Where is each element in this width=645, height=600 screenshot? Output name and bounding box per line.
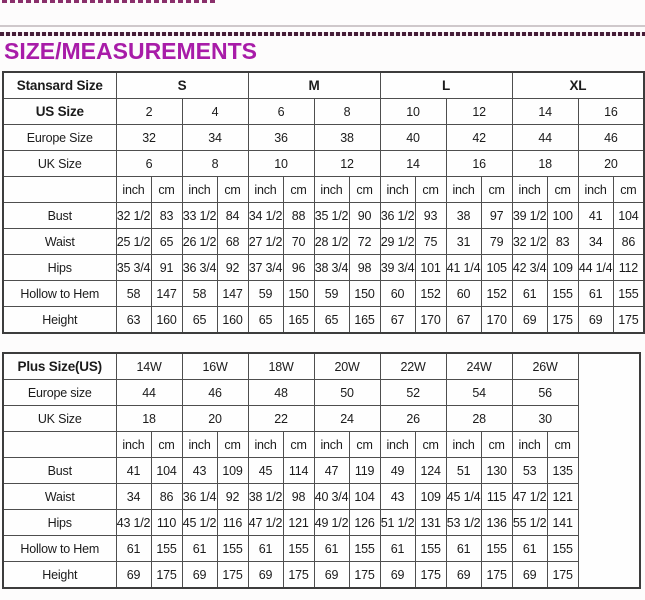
value-cell: 175 <box>481 562 512 589</box>
value-cell: 69 <box>380 562 415 589</box>
value-cell: 65 <box>314 307 349 334</box>
value-cell: 69 <box>446 562 481 589</box>
value-cell: 43 <box>380 484 415 510</box>
header-cell: Plus Size(US) <box>3 353 116 380</box>
value-cell: 58 <box>116 281 151 307</box>
value-cell: cm <box>415 177 446 203</box>
value-cell: 175 <box>349 562 380 589</box>
table-row <box>3 203 644 229</box>
value-cell: 22 <box>248 406 314 432</box>
value-cell: 47 1/2 <box>512 484 547 510</box>
value-cell: 29 1/2 <box>380 229 415 255</box>
value-cell: 84 <box>217 203 248 229</box>
value-cell: 48 <box>248 380 314 406</box>
value-cell: inch <box>116 432 151 458</box>
value-cell: 69 <box>314 562 349 589</box>
value-cell: 100 <box>547 203 578 229</box>
header-cell: M <box>248 72 380 99</box>
table-row <box>3 255 644 281</box>
value-cell: 124 <box>415 458 446 484</box>
value-cell: 32 <box>116 125 182 151</box>
value-cell: inch <box>182 432 217 458</box>
value-cell: 35 1/2 <box>314 203 349 229</box>
value-cell: 165 <box>349 307 380 334</box>
value-cell: 41 1/4 <box>446 255 481 281</box>
value-cell: 44 <box>512 125 578 151</box>
value-cell: 32 1/2 <box>512 229 547 255</box>
standard-size-table <box>2 71 645 334</box>
value-cell: 54 <box>446 380 512 406</box>
value-cell: 18 <box>512 151 578 177</box>
value-cell: 40 <box>380 125 446 151</box>
value-cell: 58 <box>182 281 217 307</box>
table-row <box>3 432 640 458</box>
value-cell: cm <box>283 177 314 203</box>
value-cell: 14 <box>512 99 578 125</box>
value-cell: 4 <box>182 99 248 125</box>
page-title: SIZE/MEASUREMENTS <box>4 38 258 64</box>
value-cell: 104 <box>613 203 644 229</box>
row-label-cell: Europe Size <box>3 125 116 151</box>
value-cell: 61 <box>380 536 415 562</box>
table-row <box>3 151 644 177</box>
value-cell: cm <box>151 432 182 458</box>
value-cell: 88 <box>283 203 314 229</box>
value-cell: 26 <box>380 406 446 432</box>
value-cell: 152 <box>415 281 446 307</box>
table-row <box>3 380 640 406</box>
value-cell: 45 <box>248 458 283 484</box>
value-cell: 155 <box>151 536 182 562</box>
value-cell: 155 <box>547 536 578 562</box>
value-cell: 10 <box>248 151 314 177</box>
value-cell: inch <box>380 432 415 458</box>
plus-size-table <box>2 352 641 589</box>
value-cell: 115 <box>481 484 512 510</box>
value-cell: 16 <box>446 151 512 177</box>
value-cell: 41 <box>578 203 613 229</box>
value-cell: 27 1/2 <box>248 229 283 255</box>
value-cell: cm <box>547 177 578 203</box>
value-cell: cm <box>217 177 248 203</box>
value-cell: 61 <box>512 536 547 562</box>
empty-cell <box>3 432 116 458</box>
value-cell: 109 <box>217 458 248 484</box>
value-cell: 20W <box>314 353 380 380</box>
value-cell: 42 3/4 <box>512 255 547 281</box>
value-cell: inch <box>314 432 349 458</box>
table-row <box>3 177 644 203</box>
value-cell: 155 <box>415 536 446 562</box>
value-cell: inch <box>512 177 547 203</box>
value-cell: 26W <box>512 353 578 380</box>
value-cell: 69 <box>512 562 547 589</box>
value-cell: 47 1/2 <box>248 510 283 536</box>
value-cell: 72 <box>349 229 380 255</box>
value-cell: cm <box>481 432 512 458</box>
value-cell: 75 <box>415 229 446 255</box>
value-cell: 38 <box>314 125 380 151</box>
value-cell: 160 <box>151 307 182 334</box>
value-cell: 175 <box>547 307 578 334</box>
value-cell: cm <box>613 177 644 203</box>
value-cell: 16W <box>182 353 248 380</box>
value-cell: 53 <box>512 458 547 484</box>
value-cell: 114 <box>283 458 314 484</box>
value-cell: 67 <box>380 307 415 334</box>
value-cell: 69 <box>248 562 283 589</box>
value-cell: 116 <box>217 510 248 536</box>
value-cell: 104 <box>349 484 380 510</box>
value-cell: 49 <box>380 458 415 484</box>
value-cell: 51 <box>446 458 481 484</box>
value-cell: 52 <box>380 380 446 406</box>
dashed-separator <box>0 32 645 36</box>
value-cell: inch <box>446 177 481 203</box>
table-row <box>3 307 644 334</box>
value-cell: 175 <box>283 562 314 589</box>
value-cell: 175 <box>415 562 446 589</box>
value-cell: 10 <box>380 99 446 125</box>
value-cell: 26 1/2 <box>182 229 217 255</box>
value-cell: 37 3/4 <box>248 255 283 281</box>
value-cell: 47 <box>314 458 349 484</box>
value-cell: 92 <box>217 255 248 281</box>
value-cell: 53 1/2 <box>446 510 481 536</box>
value-cell: 86 <box>613 229 644 255</box>
value-cell: 30 <box>512 406 578 432</box>
value-cell: inch <box>578 177 613 203</box>
value-cell: 22W <box>380 353 446 380</box>
value-cell: 79 <box>481 229 512 255</box>
value-cell: 92 <box>217 484 248 510</box>
value-cell: 38 <box>446 203 481 229</box>
value-cell: 121 <box>283 510 314 536</box>
value-cell: 18W <box>248 353 314 380</box>
value-cell: 24 <box>314 406 380 432</box>
value-cell: 170 <box>481 307 512 334</box>
value-cell: 39 3/4 <box>380 255 415 281</box>
header-cell: Stansard Size <box>3 72 116 99</box>
value-cell: 14 <box>380 151 446 177</box>
value-cell: 160 <box>217 307 248 334</box>
value-cell: inch <box>248 177 283 203</box>
value-cell: 34 <box>578 229 613 255</box>
value-cell: 141 <box>547 510 578 536</box>
value-cell: 155 <box>349 536 380 562</box>
value-cell: 34 <box>116 484 151 510</box>
value-cell: cm <box>481 177 512 203</box>
value-cell: 70 <box>283 229 314 255</box>
value-cell: 90 <box>349 203 380 229</box>
value-cell: 136 <box>481 510 512 536</box>
row-label-cell: Bust <box>3 203 116 229</box>
value-cell: 61 <box>182 536 217 562</box>
row-label-cell: Hollow to Hem <box>3 281 116 307</box>
value-cell: 41 <box>116 458 151 484</box>
value-cell: 96 <box>283 255 314 281</box>
value-cell: 175 <box>613 307 644 334</box>
value-cell: 36 1/2 <box>380 203 415 229</box>
value-cell: 60 <box>380 281 415 307</box>
value-cell: 38 1/2 <box>248 484 283 510</box>
value-cell: 147 <box>217 281 248 307</box>
value-cell: 61 <box>248 536 283 562</box>
value-cell: 61 <box>116 536 151 562</box>
table-row <box>3 536 640 562</box>
value-cell: 65 <box>182 307 217 334</box>
value-cell: 34 1/2 <box>248 203 283 229</box>
table-row <box>3 458 640 484</box>
value-cell: 130 <box>481 458 512 484</box>
table-row <box>3 72 644 99</box>
value-cell: 63 <box>116 307 151 334</box>
value-cell: 67 <box>446 307 481 334</box>
value-cell: 36 1/4 <box>182 484 217 510</box>
value-cell: 8 <box>314 99 380 125</box>
value-cell: cm <box>283 432 314 458</box>
table-row <box>3 99 644 125</box>
value-cell: inch <box>512 432 547 458</box>
value-cell: 109 <box>415 484 446 510</box>
value-cell: 12 <box>314 151 380 177</box>
value-cell: 34 <box>182 125 248 151</box>
value-cell: 45 1/2 <box>182 510 217 536</box>
value-cell: 42 <box>446 125 512 151</box>
value-cell: 65 <box>248 307 283 334</box>
value-cell: 40 3/4 <box>314 484 349 510</box>
value-cell: cm <box>349 432 380 458</box>
row-label-cell: Waist <box>3 484 116 510</box>
value-cell: 8 <box>182 151 248 177</box>
value-cell: 69 <box>182 562 217 589</box>
row-label-cell: Height <box>3 562 116 589</box>
value-cell: inch <box>380 177 415 203</box>
value-cell: 44 1/4 <box>578 255 613 281</box>
table-row <box>3 281 644 307</box>
value-cell: 97 <box>481 203 512 229</box>
value-cell: 126 <box>349 510 380 536</box>
value-cell: 69 <box>512 307 547 334</box>
value-cell: 38 3/4 <box>314 255 349 281</box>
row-label-cell: Bust <box>3 458 116 484</box>
value-cell: 101 <box>415 255 446 281</box>
value-cell: 16 <box>578 99 644 125</box>
header-cell: XL <box>512 72 644 99</box>
value-cell: 175 <box>217 562 248 589</box>
value-cell: 6 <box>116 151 182 177</box>
empty-cell <box>3 177 116 203</box>
value-cell: 46 <box>578 125 644 151</box>
table-row <box>3 510 640 536</box>
value-cell: 150 <box>283 281 314 307</box>
value-cell: 61 <box>314 536 349 562</box>
value-cell: 43 <box>182 458 217 484</box>
value-cell: 110 <box>151 510 182 536</box>
row-label-cell: Height <box>3 307 116 334</box>
value-cell: 121 <box>547 484 578 510</box>
value-cell: 28 1/2 <box>314 229 349 255</box>
value-cell: 155 <box>481 536 512 562</box>
value-cell: 51 1/2 <box>380 510 415 536</box>
value-cell: 6 <box>248 99 314 125</box>
value-cell: 33 1/2 <box>182 203 217 229</box>
value-cell: 44 <box>116 380 182 406</box>
value-cell: 109 <box>547 255 578 281</box>
value-cell: 55 1/2 <box>512 510 547 536</box>
value-cell: 150 <box>349 281 380 307</box>
value-cell: 152 <box>481 281 512 307</box>
value-cell: 56 <box>512 380 578 406</box>
value-cell: 14W <box>116 353 182 380</box>
value-cell: inch <box>446 432 481 458</box>
row-label-cell: Waist <box>3 229 116 255</box>
table-row <box>3 484 640 510</box>
value-cell: 39 1/2 <box>512 203 547 229</box>
value-cell: 175 <box>547 562 578 589</box>
empty-cell <box>578 353 640 588</box>
value-cell: 59 <box>314 281 349 307</box>
value-cell: cm <box>349 177 380 203</box>
table-row <box>3 229 644 255</box>
value-cell: 59 <box>248 281 283 307</box>
header-cell: US Size <box>3 99 116 125</box>
value-cell: 28 <box>446 406 512 432</box>
table-row <box>3 406 640 432</box>
value-cell: 155 <box>283 536 314 562</box>
value-cell: inch <box>314 177 349 203</box>
value-cell: 119 <box>349 458 380 484</box>
value-cell: 32 1/2 <box>116 203 151 229</box>
value-cell: cm <box>547 432 578 458</box>
value-cell: 65 <box>151 229 182 255</box>
cropped-text-remnant <box>2 0 216 3</box>
value-cell: 98 <box>349 255 380 281</box>
value-cell: 112 <box>613 255 644 281</box>
value-cell: 50 <box>314 380 380 406</box>
value-cell: 83 <box>151 203 182 229</box>
value-cell: 83 <box>547 229 578 255</box>
value-cell: 46 <box>182 380 248 406</box>
value-cell: 61 <box>512 281 547 307</box>
value-cell: 36 3/4 <box>182 255 217 281</box>
value-cell: 155 <box>217 536 248 562</box>
value-cell: inch <box>248 432 283 458</box>
table-row <box>3 353 640 380</box>
value-cell: 131 <box>415 510 446 536</box>
row-label-cell: UK Size <box>3 406 116 432</box>
value-cell: 12 <box>446 99 512 125</box>
value-cell: 93 <box>415 203 446 229</box>
value-cell: 91 <box>151 255 182 281</box>
value-cell: inch <box>116 177 151 203</box>
value-cell: 25 1/2 <box>116 229 151 255</box>
horizontal-divider <box>0 25 645 27</box>
value-cell: 61 <box>578 281 613 307</box>
value-cell: 20 <box>182 406 248 432</box>
value-cell: 155 <box>547 281 578 307</box>
value-cell: 31 <box>446 229 481 255</box>
value-cell: 18 <box>116 406 182 432</box>
row-label-cell: Hips <box>3 255 116 281</box>
value-cell: 35 3/4 <box>116 255 151 281</box>
value-cell: 68 <box>217 229 248 255</box>
row-label-cell: Hollow to Hem <box>3 536 116 562</box>
value-cell: 69 <box>116 562 151 589</box>
header-cell: S <box>116 72 248 99</box>
value-cell: 2 <box>116 99 182 125</box>
value-cell: 45 1/4 <box>446 484 481 510</box>
value-cell: 69 <box>578 307 613 334</box>
value-cell: 36 <box>248 125 314 151</box>
value-cell: cm <box>151 177 182 203</box>
value-cell: cm <box>415 432 446 458</box>
value-cell: inch <box>182 177 217 203</box>
value-cell: 155 <box>613 281 644 307</box>
value-cell: 61 <box>446 536 481 562</box>
value-cell: 147 <box>151 281 182 307</box>
value-cell: cm <box>217 432 248 458</box>
value-cell: 98 <box>283 484 314 510</box>
value-cell: 104 <box>151 458 182 484</box>
row-label-cell: Europe size <box>3 380 116 406</box>
header-cell: L <box>380 72 512 99</box>
value-cell: 135 <box>547 458 578 484</box>
table-row <box>3 562 640 589</box>
value-cell: 20 <box>578 151 644 177</box>
value-cell: 43 1/2 <box>116 510 151 536</box>
row-label-cell: Hips <box>3 510 116 536</box>
value-cell: 170 <box>415 307 446 334</box>
value-cell: 86 <box>151 484 182 510</box>
value-cell: 49 1/2 <box>314 510 349 536</box>
value-cell: 24W <box>446 353 512 380</box>
value-cell: 175 <box>151 562 182 589</box>
value-cell: 105 <box>481 255 512 281</box>
row-label-cell: UK Size <box>3 151 116 177</box>
table-row <box>3 125 644 151</box>
value-cell: 60 <box>446 281 481 307</box>
value-cell: 165 <box>283 307 314 334</box>
